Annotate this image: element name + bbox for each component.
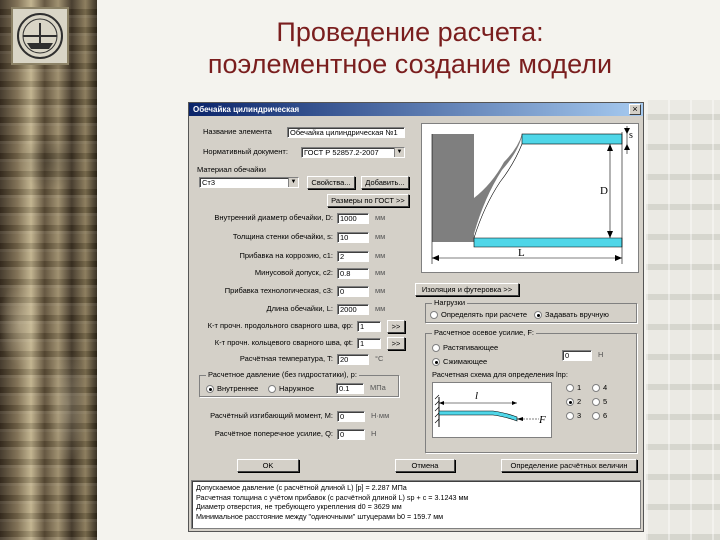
scheme-diagram (432, 382, 552, 438)
scheme-option-1: 1 (577, 383, 582, 392)
inner-diameter-input[interactable]: 1000 (337, 213, 369, 224)
logo (11, 7, 69, 65)
define-values-button[interactable]: Определение расчётных величин (501, 459, 637, 472)
tech-allowance-label: Прибавка технологическая, c3: (224, 286, 333, 295)
compression-label: Сжимающее (443, 357, 488, 366)
pressure-input[interactable]: 0.1 (336, 383, 364, 394)
results-output (191, 480, 641, 529)
moment-input[interactable]: 0 (337, 411, 365, 422)
unit-mm: мм (375, 268, 386, 277)
corrosion-label: Прибавка на коррозию, c1: (239, 251, 333, 260)
phi-p-more-button[interactable]: >> (387, 320, 405, 333)
length-label: Длина обечайки, L: (266, 304, 333, 313)
tech-allowance-input[interactable]: 0 (337, 286, 369, 297)
result-line-2: Расчетная толщина с учётом прибавок (с расчётной длиной L) sp + c = 3.1243 мм (196, 492, 469, 502)
tension-radio[interactable] (432, 344, 440, 352)
wall-thickness-input[interactable]: 10 (337, 232, 369, 243)
norm-doc-label: Нормативный документ: (203, 147, 288, 156)
minus-tolerance-input[interactable]: 0.8 (337, 268, 369, 279)
phi-t-input[interactable]: 1 (357, 338, 381, 349)
dialog-window (188, 102, 644, 532)
phi-t-label: К-т прочн. кольцевого сварного шва, φt: (214, 338, 353, 347)
unit-mm: мм (375, 232, 386, 241)
temperature-label: Расчётная температура, T: (239, 354, 333, 363)
pressure-inside-label: Внутреннее (217, 384, 259, 393)
chevron-down-icon[interactable]: ▼ (288, 178, 298, 187)
scheme-option-4: 4 (603, 383, 608, 392)
properties-button[interactable]: Свойства... (307, 176, 355, 189)
length-input[interactable]: 2000 (337, 304, 369, 315)
isolation-button[interactable]: Изоляция и футеровка >> (415, 283, 519, 296)
material-select[interactable] (199, 177, 299, 188)
scheme-radio-3[interactable] (566, 412, 574, 420)
axial-force-input[interactable]: 0 (562, 350, 592, 361)
phi-p-input[interactable]: 1 (357, 321, 381, 332)
shell-diagram (421, 123, 639, 273)
unit-nmm: Н·мм (371, 411, 390, 420)
ok-button[interactable]: OK (237, 459, 299, 472)
material-label: Материал обечайки (197, 165, 266, 174)
corrosion-input[interactable]: 2 (337, 251, 369, 262)
scheme-l-label: l (475, 390, 479, 402)
unit-mm: мм (375, 286, 386, 295)
scheme-option-6: 6 (603, 411, 608, 420)
element-name-label: Название элемента (203, 127, 272, 136)
moment-label: Расчётный изгибающий момент, M: (210, 411, 333, 420)
pressure-outside-radio[interactable] (268, 385, 276, 393)
diagram-d-label: D (600, 185, 608, 197)
cancel-button[interactable]: Отмена (395, 459, 455, 472)
loads-group-title: Нагрузки (434, 298, 466, 307)
close-button[interactable]: × (629, 104, 641, 115)
scheme-radio-5[interactable] (592, 398, 600, 406)
unit-mpa: МПа (370, 383, 386, 392)
element-name-input[interactable]: Обечайка цилиндрическая №1 (287, 127, 405, 138)
pressure-inside-radio[interactable] (206, 385, 214, 393)
loads-manual-radio[interactable] (534, 311, 542, 319)
scheme-radio-2[interactable] (566, 398, 574, 406)
slide-title-line1: Проведение расчета: (276, 17, 544, 47)
shear-input[interactable]: 0 (337, 429, 365, 440)
diagram-l-label: L (518, 247, 525, 259)
scheme-radio-4[interactable] (592, 384, 600, 392)
unit-n: Н (371, 429, 377, 438)
result-line-1: Допускаемое давление (с расчётной длиной L) [p] = 2.287 МПа (196, 483, 407, 492)
axial-force-unit: Н (598, 350, 604, 359)
axial-force-group (425, 328, 637, 453)
window-titlebar (189, 103, 643, 116)
scheme-option-2: 2 (577, 397, 582, 406)
add-material-button[interactable]: Добавить... (361, 176, 409, 189)
window-title: Обечайка цилиндрическая (193, 105, 300, 114)
scheme-option-5: 5 (603, 397, 608, 406)
loads-manual-label: Задавать вручную (545, 310, 609, 319)
unit-mm: мм (375, 304, 386, 313)
left-photo-strip (0, 0, 97, 540)
tension-label: Растягивающее (443, 343, 499, 352)
scheme-radio-1[interactable] (566, 384, 574, 392)
loads-auto-label: Определять при расчете (441, 310, 528, 319)
pressure-group (199, 370, 399, 397)
norm-doc-value: ГОСТ Р 52857.2-2007 (304, 148, 379, 157)
result-line-4: Минимальное расстояние между "одиночными" штуцерами b0 = 159.7 мм (196, 511, 444, 521)
unit-mm: мм (375, 213, 386, 222)
unit-celsius: °С (375, 354, 384, 363)
diagram-s-label: s (629, 130, 633, 141)
minus-tolerance-label: Минусовой допуск, c2: (254, 268, 333, 277)
axial-force-group-title: Расчетное осевое усилие, F: (434, 328, 535, 337)
scheme-option-3: 3 (577, 411, 582, 420)
pressure-outside-label: Наружное (279, 384, 315, 393)
scheme-radio-6[interactable] (592, 412, 600, 420)
shear-label: Расчётное поперечное усилие, Q: (214, 429, 333, 438)
inner-diameter-label: Внутренний диаметр обечайки, D: (214, 213, 333, 222)
temperature-input[interactable]: 20 (337, 354, 369, 365)
scheme-label: Расчетная схема для определения lпр: (432, 370, 568, 379)
wall-thickness-label: Толщина стенки обечайки, s: (232, 232, 333, 241)
chevron-down-icon[interactable]: ▼ (394, 148, 404, 157)
unit-mm: мм (375, 251, 386, 260)
material-value: Ст3 (202, 178, 216, 187)
scheme-f-label: F (539, 414, 546, 426)
slide-title-line2: поэлементное создание модели (207, 49, 613, 79)
background-pattern (646, 100, 720, 540)
sizes-gost-button[interactable]: Размеры по ГОСТ >> (327, 194, 409, 207)
loads-auto-radio[interactable] (430, 311, 438, 319)
loads-group (425, 298, 637, 323)
norm-doc-select[interactable] (301, 147, 405, 158)
pressure-group-title: Расчетное давление (без гидростатики), p: (208, 370, 357, 379)
compression-radio[interactable] (432, 358, 440, 366)
phi-t-more-button[interactable]: >> (387, 337, 405, 350)
phi-p-label: К-т прочн. продольного сварного шва, φp: (207, 321, 353, 330)
result-line-3: Диаметр отверстия, не требующего укрепления d0 = 3629 мм (196, 502, 402, 511)
